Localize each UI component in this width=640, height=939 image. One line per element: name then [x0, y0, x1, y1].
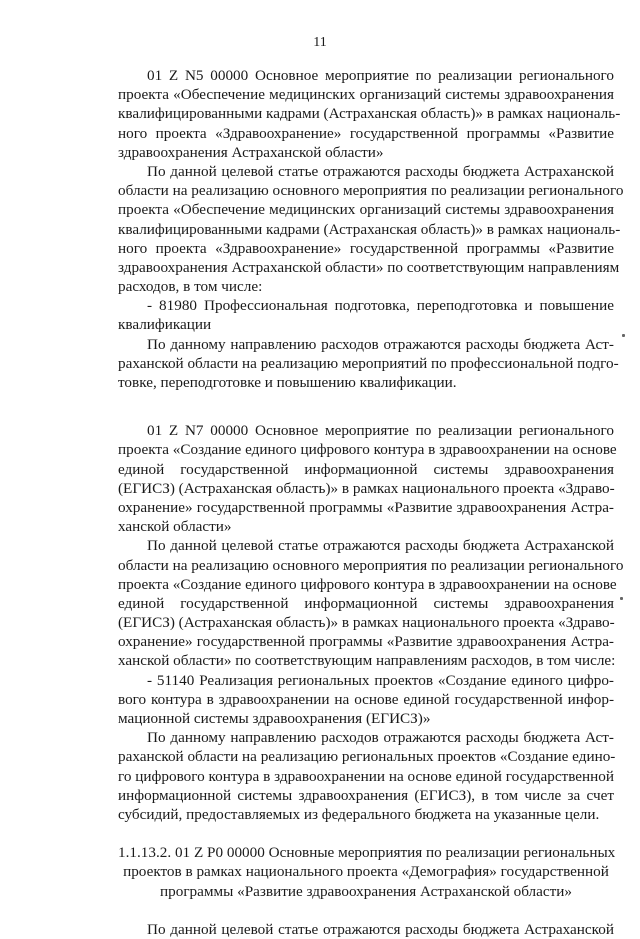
section-n5 — [118, 66, 624, 392]
text-line: программы «Развитие здравоохранения Астраханской области» — [160, 882, 572, 900]
section-n7-item-description — [118, 728, 614, 824]
text-line: ханской области» — [118, 518, 232, 536]
text-line: раханской области на реализацию мероприятий по профессиональной подго- — [118, 354, 619, 372]
text-line: По данному направлению расходов отражаются расходы бюджета Аст- — [147, 729, 614, 747]
section-n5-heading — [118, 66, 621, 162]
text-line: мационной системы здравоохранения (ЕГИСЗ)» — [118, 710, 431, 727]
section-n7 — [118, 421, 624, 824]
text-line: квалификации — [118, 316, 212, 334]
text-line: раханской области на реализацию региональных проектов «Создание едино- — [118, 748, 616, 766]
text-line: По данному направлению расходов отражаются расходы бюджета Аст- — [147, 335, 614, 353]
section-p0 — [118, 843, 614, 939]
section-n7-heading — [118, 421, 617, 536]
page-content — [118, 66, 624, 939]
text-line: здравоохранения Астраханской области» — [118, 143, 384, 161]
section-p0-description — [118, 920, 614, 939]
text-line: области на реализацию основного мероприятия по реализации регионального — [118, 556, 624, 574]
section-n5-item — [118, 296, 614, 334]
text-line: проектов в рамках национального проекта «Демография» государственной — [123, 863, 609, 881]
section-n7-description — [118, 536, 624, 670]
text-line: квалифицированными кадрами (Астраханская область)» в рамках националь- — [118, 220, 621, 238]
text-line: (ЕГИСЗ) (Астраханская область)» в рамках национального проекта «Здраво- — [118, 614, 615, 632]
paragraph-gap — [118, 824, 614, 843]
text-line: субсидий, предоставляемых из федерального бюджета на указанные цели. — [118, 805, 600, 823]
scan-mark — [620, 597, 623, 600]
text-line: квалифицированными кадрами (Астраханская область)» в рамках националь- — [118, 105, 621, 123]
text-line: здравоохранения Астраханской области» по соответствующим направлениям — [118, 258, 620, 276]
text-line: проекта «Обеспечение медицинских организаций системы здравоохранения — [118, 86, 614, 104]
text-line: 1.1.13.2. 01 Z P0 00000 Основные мероприятия по реализации региональных — [118, 844, 616, 862]
text-line: проекта «Создание единого цифрового контура в здравоохранении на основе — [118, 575, 617, 593]
text-line: ного проекта «Здравоохранение» государственной программы «Развитие — [118, 124, 614, 142]
text-line: (ЕГИСЗ) (Астраханская область)» в рамках национального проекта «Здраво- — [118, 479, 615, 497]
text-line: По данной целевой статье отражаются расходы бюджета Астраханской — [147, 537, 614, 555]
text-line: По данной целевой статье отражаются расходы бюджета Астраханской — [147, 920, 614, 938]
text-line: охранение» государственной программы «Развитие здравоохранения Астра- — [118, 498, 614, 516]
text-line: - 51140 Реализация региональных проектов «Создание единого цифро- — [147, 671, 614, 689]
text-line: ханской области» по соответствующим направлениям расходов, в том числе: — [118, 652, 616, 670]
text-line: го цифрового контура в здравоохранении на основе единой государственной — [118, 767, 614, 785]
text-line: области на реализацию основного мероприятия по реализации регионального — [118, 182, 624, 200]
section-n5-description — [118, 162, 624, 296]
section-n5-item-description — [118, 335, 619, 393]
text-line: проекта «Обеспечение медицинских организаций системы здравоохранения — [118, 201, 614, 219]
section-n7-item — [118, 671, 614, 729]
text-line: информационной системы здравоохранения (ЕГИСЗ), в том числе за счет — [118, 786, 614, 804]
text-line: единой государственной информационной системы здравоохранения — [118, 594, 614, 612]
text-line: ного проекта «Здравоохранение» государственной программы «Развитие — [118, 239, 614, 257]
text-line: расходов, в том числе: — [118, 278, 263, 296]
text-line: По данной целевой статье отражаются расходы бюджета Астраханской — [147, 162, 614, 180]
section-p0-heading — [118, 843, 614, 901]
paragraph-gap — [118, 392, 614, 421]
text-line: 01 Z N5 00000 Основное мероприятие по реализации регионального — [147, 67, 614, 84]
text-line: охранение» государственной программы «Развитие здравоохранения Астра- — [118, 633, 614, 651]
text-line: единой государственной информационной системы здравоохранения — [118, 460, 614, 478]
paragraph-gap — [118, 901, 614, 920]
text-line: товке, переподготовке и повышению квалификации. — [118, 374, 457, 391]
text-line: вого контура в здравоохранении на основе единой государственной инфор- — [118, 690, 614, 708]
text-line: 01 Z N7 00000 Основное мероприятие по реализации регионального — [147, 422, 614, 440]
scan-mark — [622, 334, 625, 337]
page-number: 11 — [313, 35, 327, 50]
text-line: - 81980 Профессиональная подготовка, переподготовка и повышение — [147, 297, 614, 315]
text-line: проекта «Создание единого цифрового контура в здравоохранении на основе — [118, 441, 617, 459]
